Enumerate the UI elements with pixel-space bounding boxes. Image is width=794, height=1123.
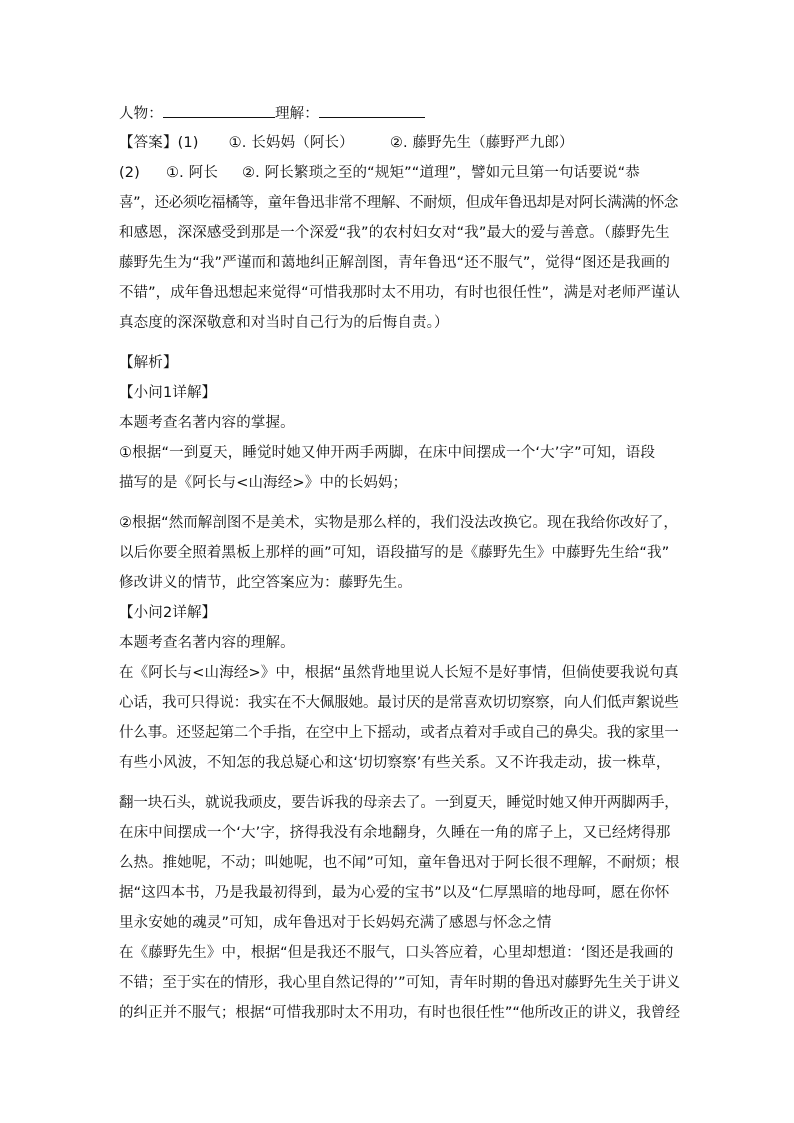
text-line: 描写的是《阿长与<山海经>》中的长妈妈；: [119, 475, 408, 491]
character-line: [119, 103, 679, 124]
text-line: 修改讲义的情节，此空答案应为：藤野先生。: [119, 575, 412, 591]
text-line: 在《阿长与<山海经>》中，根据“虽然背地里说人长短不是好事情，但倘使要我说句真: [119, 665, 679, 681]
analysis-heading: 【解析】: [119, 355, 178, 371]
text-line: 里永安她的魂灵”可知，成年鲁迅对于长妈妈充满了感恩与怀念之情: [119, 915, 552, 931]
subquestion-2-heading: 【小问2详解】: [119, 605, 217, 621]
character-label: 人物：: [119, 106, 163, 122]
answer-part1-item1: ①. 长妈妈（阿长）: [228, 135, 354, 151]
text-line: 本题考查名著内容的掌握。: [119, 415, 295, 431]
understanding-blank: [319, 103, 425, 118]
text-line: 藤野先生为“我”严谨而和蔼地纠正解剖图，青年鲁迅“还不服气”，觉得“图还是我画的: [119, 255, 671, 271]
answer-part2-item2: ②. 阿长繁琐之至的“规矩”“道理”，譬如元旦第一句话要说“恭: [241, 165, 640, 181]
understanding-label: 理解：: [274, 106, 319, 122]
text-line: 喜”，还必须吃福橘等，童年鲁迅非常不理解、不耐烦，但成年鲁迅却是对阿长满满的怀念: [119, 195, 679, 211]
answer-part2-item1: ①. 阿长: [166, 165, 218, 181]
text-line: 不错；至于实在的情形，我心里自然记得的’”可知，青年时期的鲁迅对藤野先生关于讲义: [119, 975, 681, 991]
subquestion-1-heading: 【小问1详解】: [119, 385, 217, 401]
text-line: ①根据“一到夏天，睡觉时她又伸开两手两脚，在床中间摆成一个‘大’字”可知，语段: [119, 445, 656, 461]
text-line: 翻一块石头，就说我顽皮，要告诉我的母亲去了。一到夏天，睡觉时她又伸开两脚两手，: [119, 795, 679, 811]
text-line: 在《藤野先生》中，根据“但是我还不服气，口头答应着，心里却想道：‘图还是我画的: [119, 945, 674, 961]
text-line: 么热。推她呢，不动；叫她呢，也不闻”可知，童年鲁迅对于阿长很不理解，不耐烦；根: [119, 855, 680, 871]
text-line: 本题考查名著内容的理解。: [119, 635, 295, 651]
answer-line: [119, 133, 679, 153]
text-line: 据“这四本书，乃是我最初得到，最为心爱的宝书”以及“仁厚黑暗的地母呵，愿在你怀: [119, 885, 670, 901]
answer-part1-number: (1): [177, 135, 199, 151]
answer-part1-item2: ②. 藤野先生（藤野严九郎）: [389, 135, 574, 151]
text-line: 什么事。还竖起第二个手指，在空中上下摇动，或者点着对手或自己的鼻尖。我的家里一: [119, 725, 679, 741]
text-line: 心话，我可只得说：我实在不大佩服她。最讨厌的是常喜欢切切察察，向人们低声絮说些: [119, 695, 679, 711]
text-line: ②根据“然而解剖图不是美术，实物是那么样的，我们没法改换它。现在我给你改好了，: [119, 515, 678, 531]
text-line: 的纠正并不服气；根据“可惜我那时太不用功，有时也很任性”“他所改正的讲义，我曾经: [119, 1005, 681, 1021]
text-line: 以后你要全照着黑板上那样的画”可知，语段描写的是《藤野先生》中藤野先生给“我”: [119, 545, 670, 561]
text-line: 真态度的深深敬意和对当时自己行为的后悔自责。）: [119, 315, 449, 331]
text-line: 和感恩，深深感受到那是一个深爱“我”的农村妇女对“我”最大的爱与善意。（藤野先生: [119, 225, 670, 241]
text-line: 不错”，成年鲁迅想起来觉得“可惜我那时太不用功，有时也很任性”，满是对老师严谨认: [119, 285, 681, 301]
text-line: 在床中间摆成一个‘大’字，挤得我没有余地翻身，久睡在一角的席子上，又已经烤得那: [119, 825, 671, 841]
character-blank: [163, 103, 275, 118]
answer-part2-line: [119, 163, 679, 183]
answer-tag: 【答案】: [119, 135, 178, 151]
text-line: 有些小风波，不知怎的我总疑心和这‘切切察察’有些关系。又不许我走动，拔一株草，: [119, 755, 671, 771]
answer-part2-number: (2): [119, 165, 140, 181]
